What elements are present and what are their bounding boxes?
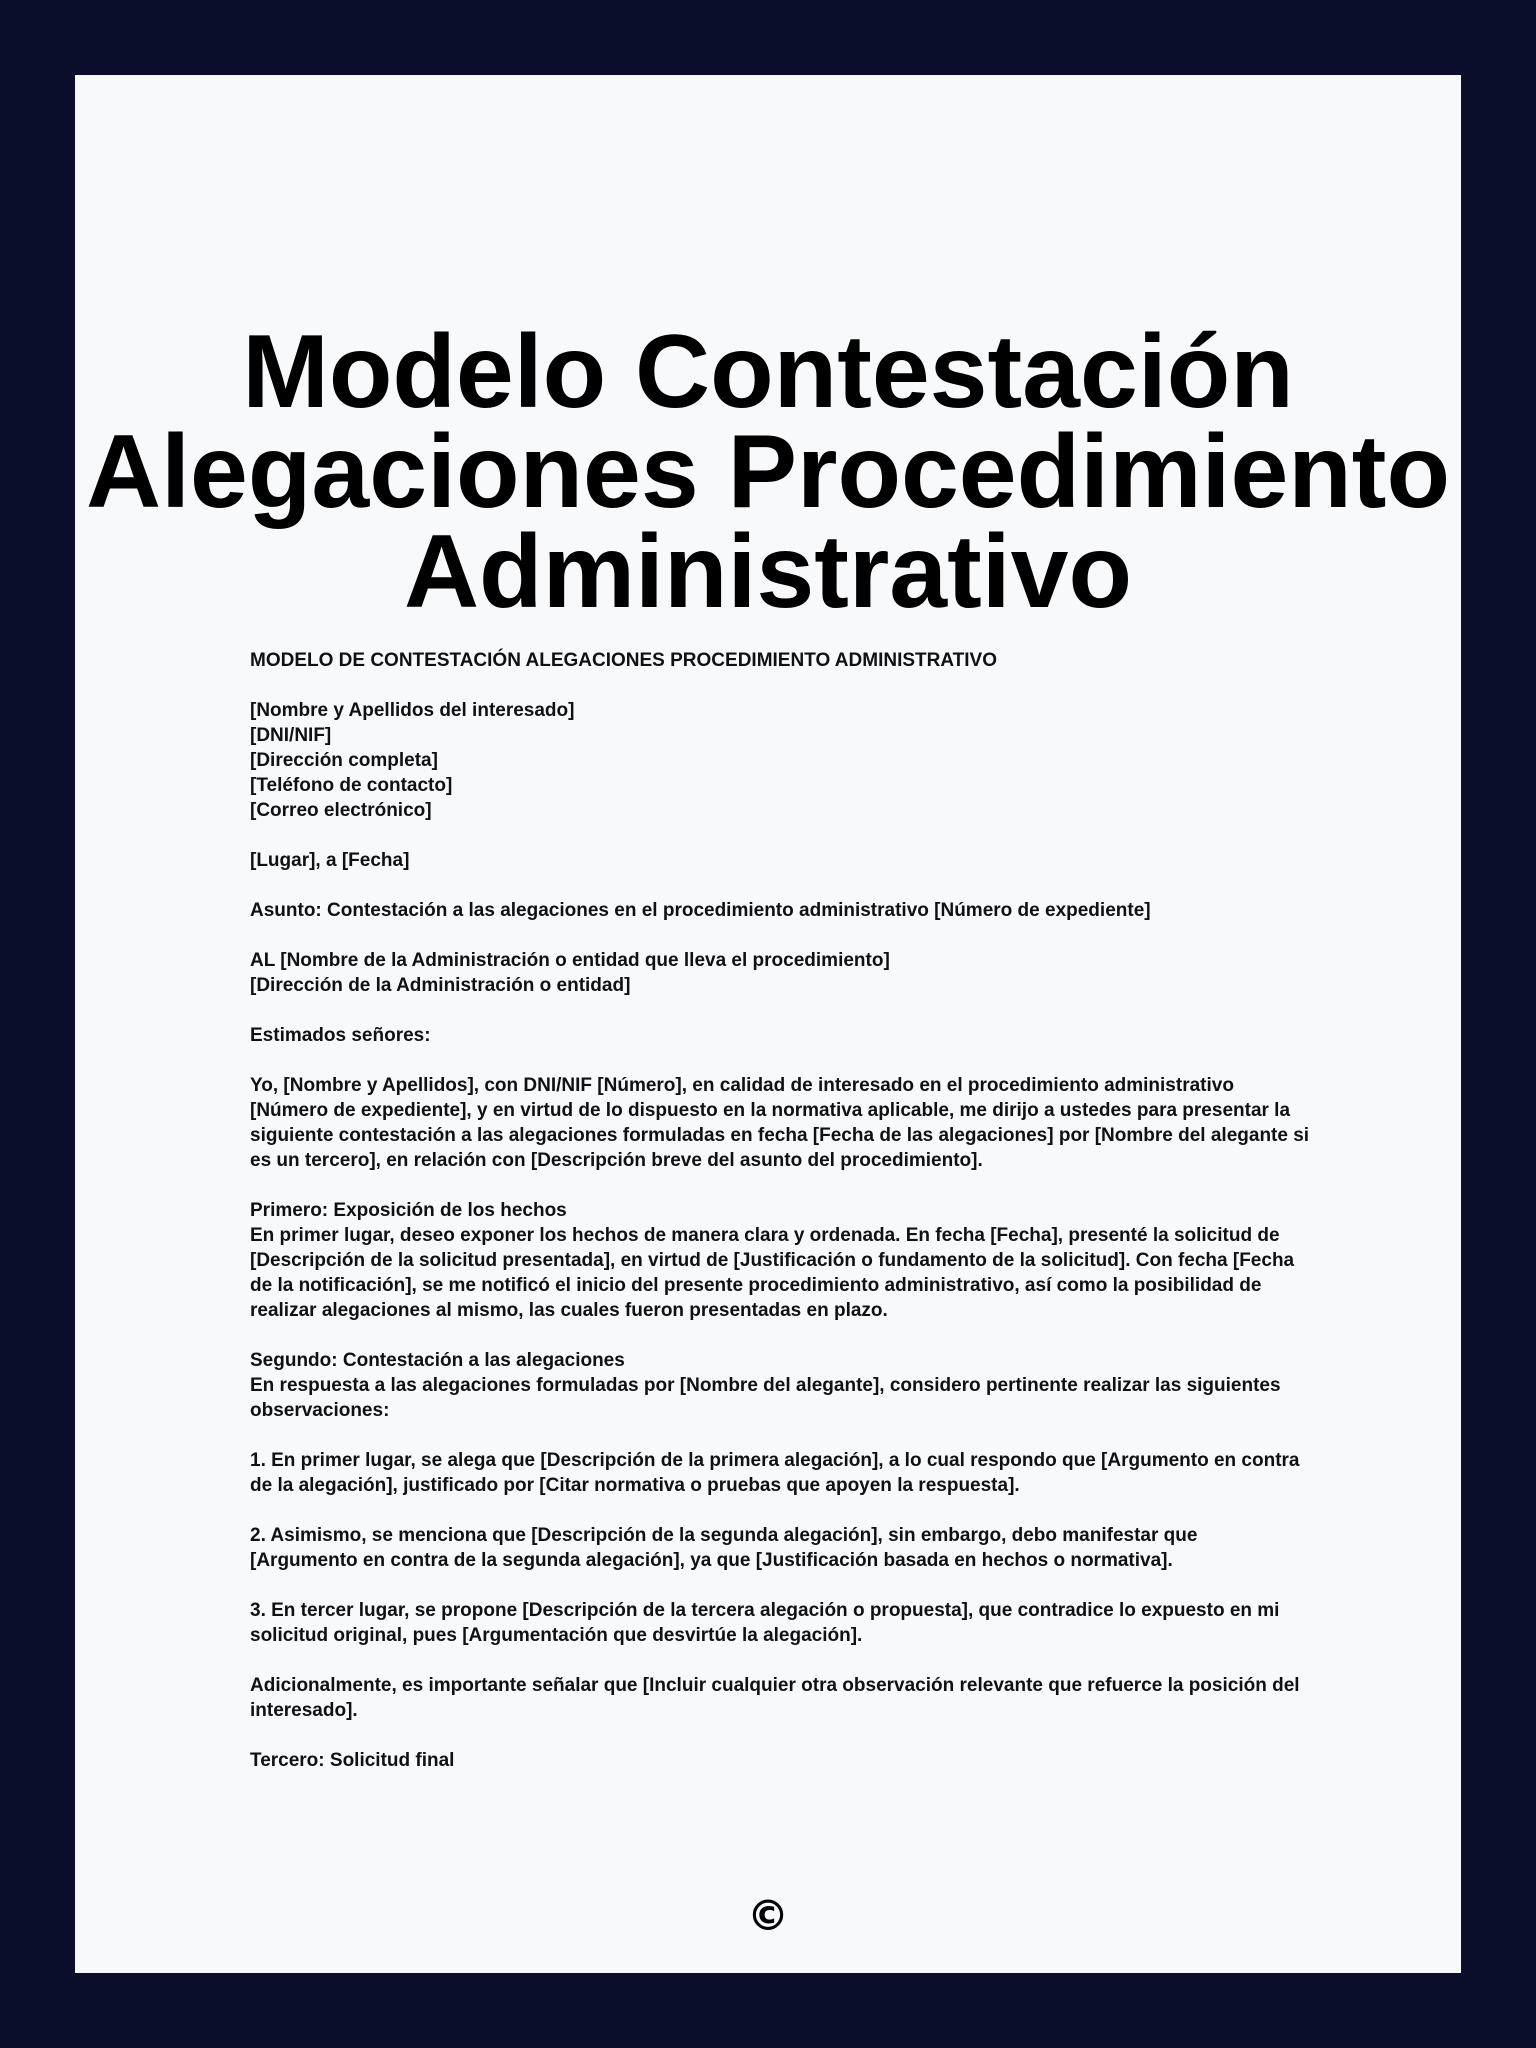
- recipient-name: AL [Nombre de la Administración o entidad que lleva el procedimiento]: [250, 950, 890, 971]
- section-first-heading: Primero: Exposición de los hechos: [250, 1200, 567, 1221]
- recipient-address: [Dirección de la Administración o entidad]: [250, 975, 631, 996]
- point-1: 1. En primer lugar, se alega que [Descripción de la primera alegación], a lo cual respondo que [Argumento en contra de la alegación], justificado por [Citar normativa o pruebas que apoyen la respuesta].: [250, 1450, 1300, 1496]
- title-line-3: Administrativo: [403, 514, 1133, 630]
- section-second: [250, 1348, 1310, 1423]
- copyright-icon: ©: [747, 1891, 789, 1940]
- point-3: 3. En tercer lugar, se propone [Descripción de la tercera alegación o propuesta], que contradice lo expuesto en mi solicitud original, pues [Argumentación que desvirtúe la alegación].: [250, 1600, 1280, 1646]
- sender-phone: [Teléfono de contacto]: [250, 775, 453, 796]
- title-line-2: Alegaciones Procedimiento: [86, 414, 1450, 530]
- sender-email: [Correo electrónico]: [250, 800, 432, 821]
- document-heading: MODELO DE CONTESTACIÓN ALEGACIONES PROCEDIMIENTO ADMINISTRATIVO: [250, 650, 998, 671]
- additional-paragraph: Adicionalmente, es importante señalar que [Incluir cualquier otra observación relevante que refuerce la posición del interesado].: [250, 1675, 1300, 1721]
- sender-block: [250, 698, 1310, 823]
- recipient-block: [250, 948, 1310, 998]
- section-third-heading: Tercero: Solicitud final: [250, 1750, 455, 1771]
- document-body: [250, 648, 1310, 1798]
- point-2: 2. Asimismo, se menciona que [Descripción de la segunda alegación], sin embargo, debo manifestar que [Argumento en contra de la segunda alegación], ya que [Justificación basada en hechos o normativa].: [250, 1525, 1198, 1571]
- section-first-body: En primer lugar, deseo exponer los hechos de manera clara y ordenada. En fecha [Fecha], presenté la solicitud de [Descripción de la solicitud presentada], en virtud de [Justificación o fundamento de la solicitud]. Con fecha [Fecha de la notificación], se me notificó el inicio del presente procedimiento administrativo, así como la posibilidad de realizar alegaciones al mismo, las cuales fueron presentadas en plazo.: [250, 1225, 1295, 1321]
- section-second-heading: Segundo: Contestación a las alegaciones: [250, 1350, 625, 1371]
- sender-name: [Nombre y Apellidos del interesado]: [250, 700, 575, 721]
- document-page: [75, 75, 1461, 1973]
- section-first: [250, 1198, 1310, 1323]
- section-second-body: En respuesta a las alegaciones formuladas por [Nombre del alegante], considero pertinente realizar las siguientes observaciones:: [250, 1375, 1281, 1421]
- title-line-1: Modelo Contestación: [242, 314, 1294, 430]
- document-title: [75, 314, 1461, 630]
- place-date: [Lugar], a [Fecha]: [250, 850, 410, 871]
- subject-line: Asunto: Contestación a las alegaciones en el procedimiento administrativo [Número de expediente]: [250, 900, 1151, 921]
- salutation: Estimados señores:: [250, 1025, 431, 1046]
- sender-id: [DNI/NIF]: [250, 725, 332, 746]
- sender-address: [Dirección completa]: [250, 750, 438, 771]
- intro-paragraph: Yo, [Nombre y Apellidos], con DNI/NIF [Número], en calidad de interesado en el procedimiento administrativo [Número de expediente], y en virtud de lo dispuesto en la normativa aplicable, me dirijo a ustedes para presentar la siguiente contestación a las alegaciones formuladas en fecha [Fecha de las alegaciones] por [Nombre del alegante si es un tercero], en relación con [Descripción breve del asunto del procedimiento].: [250, 1075, 1310, 1171]
